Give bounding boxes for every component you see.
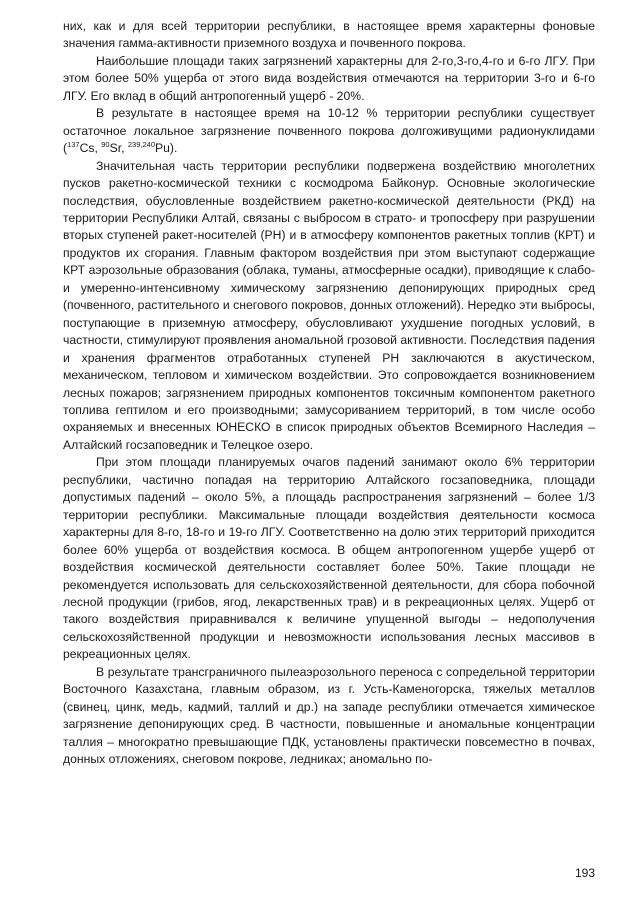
paragraph-lgu-damage: Наибольшие площади таких загрязнений характерны для 2-го,3-го,4-го и 6-го ЛГУ. При этом более 50% ущерба от этого вида воздействия отмечаются на территории 3-го и 6-го ЛГУ. Его вклад в общий антропогенный ущерб - 20%. [63, 53, 595, 103]
page-number: 193 [574, 866, 595, 880]
cs-mass-number: 137 [67, 140, 80, 150]
paragraph-space-activity: Значительная часть территории республики подвержена воздействию многолетних пусков ракетно-космической техники с космодрома Байконур. Основные экологические последствия, обусловленные воздействием ракетно-космической деятельности (РКД) на территории Республики Алтай, связаны с выбросом в страто- и тропосферу при разрушении вторых ступеней ракет-носителей (РН) и в атмосферу компонентов ракетных топлив (КРТ) и продуктов их сгорания. Главным фактором воздействия при этом выступают содержащие КРТ аэрозольные образования (облака, туманы, атмосферные осадки), приводящие к слабо- и умеренно-интенсивному химическому загрязнению депонирующих природных сред (почвенного, растительного и снегового покровов, донных отложений). Нередко эти выбросы, поступающие в приземную атмосферу, обусловливают ухудшение погодных условий, в частности, стимулируют проявления аномальной грозовой активности. Последствия падения и хранения фрагментов отработанных ступеней РН заключаются в акустическом, механическом, тепловом и химическом воздействии. Это сопровождается возникновением лесных пожаров; загрязнением природных компонентов токсичным компонентом ракетного топлива гептилом и его производными; замусориванием территорий, в том числе особо охраняемых и внесенных ЮНЕСКО в список природных объектов Всемирного Наследия – Алтайский госзаповедник и Телецкое озеро. [63, 158, 595, 452]
paragraph-radionuclides [63, 105, 595, 157]
paragraph-continued: них, как и для всей территории республики, в настоящее время характерны фоновые значения гамма-активности приземного воздуха и почвенного покрова. [63, 19, 595, 51]
pu-mass-number: 239,240 [127, 140, 156, 150]
cs-symbol: Cs, [79, 141, 102, 156]
paragraph-impact-areas: При этом площади планируемых очагов падений занимают около 6% территории республики, частично попадая на территорию Алтайского госзаповедника, площади допустимых падений – около 5%, а площадь распространения загрязнений – более 1/3 территории республики. Максимальные площади воздействия деятельности космоса характерны для 8-го, 18-го и 19-го ЛГУ. Соответственно на долю этих территорий приходится более 60% ущерба от воздействия космоса. В общем антропогенном ущербе ущерб от воздействия космической деятельности составляет более 50%. Такие площади не рекомендуется использовать для сельскохозяйственной деятельности, для сбора побочной лесной продукции (грибов, ягод, лекарственных трав) и в рекреационных целях. Ущерб от такого воздействия приравнивался к величине упущенной выгоды – недополучения сельскохозяйственной продукции и невозможности использования лесных массивов в рекреационных целях. [63, 455, 595, 662]
sr-mass-number: 90 [101, 140, 110, 150]
radionuclides-text: В результате в настоящее время на 10-12 % территории республики существует остаточное локальное загрязнение почвенного покрова долгоживущими радионуклидами ( [63, 106, 595, 156]
paragraph-transboundary: В результате трансграничного пылеаэрозольного переноса с сопредельной территории Восточного Казахстана, главным образом, из г. Усть-Каменогорска, тяжелых металлов (свинец, цинк, медь, кадмий, таллий и др.) на западе республики отмечается химическое загрязнение депонирующих сред. В частности, повышенные и аномальные концентрации таллия – многократно превышающие ПДК, установлены практически повсеместно в почвах, донных отложениях, снеговом покрове, ледниках; аномально по- [63, 664, 595, 767]
pu-symbol: Pu). [155, 141, 178, 156]
sr-symbol: Sr, [109, 141, 128, 156]
body-text [63, 18, 595, 768]
